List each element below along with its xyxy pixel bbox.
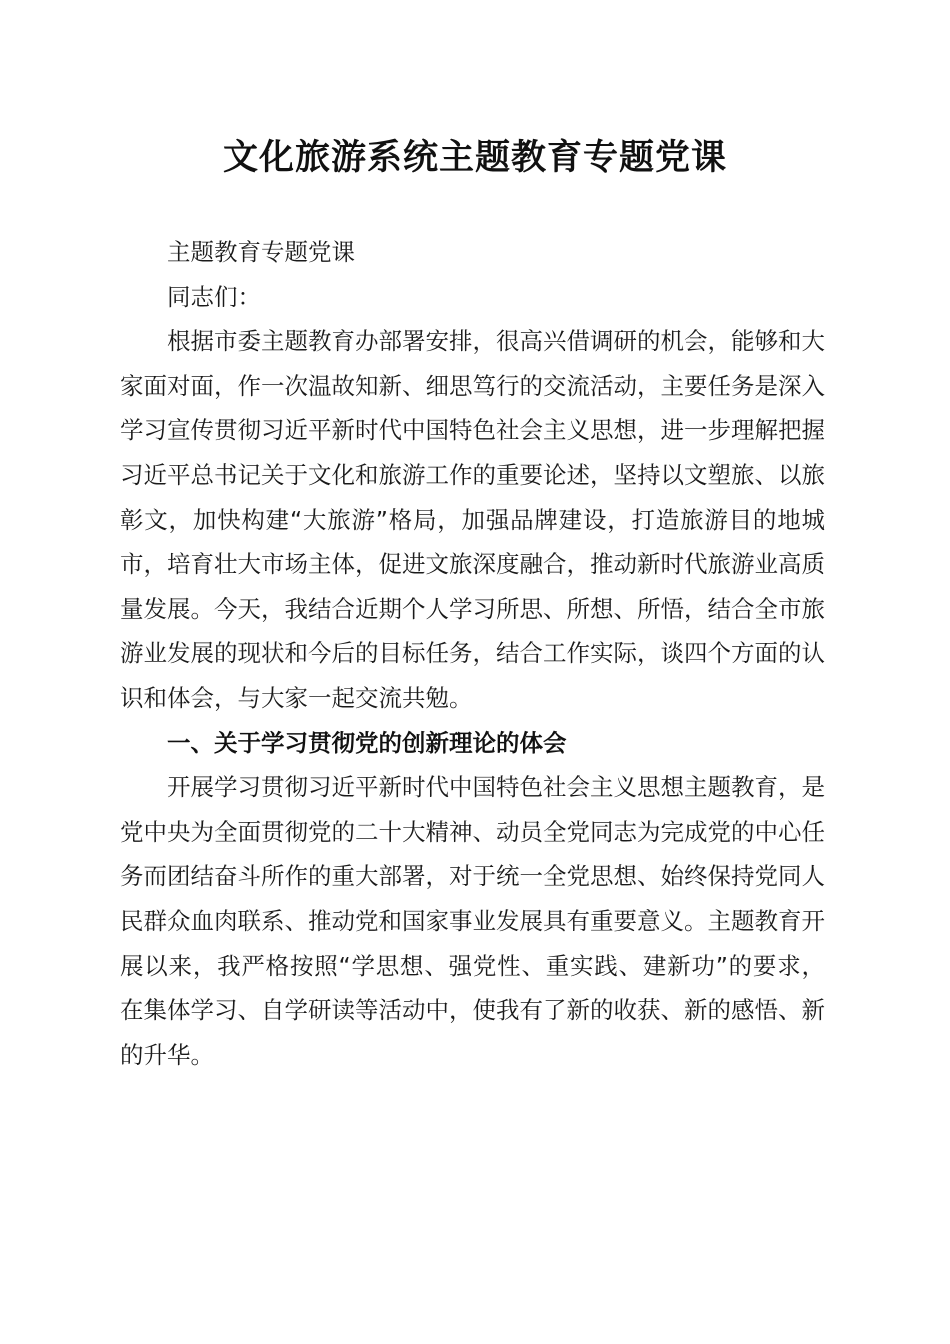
subtitle-line: 主题教育专题党课 — [167, 238, 355, 266]
paragraph-intro: 根据市委主题教育办部署安排，很高兴借调研的机会，能够和大家面对面，作一次温故知新、细思笃行的交流活动，主要任务是深入学习宣传贯彻习近平新时代中国特色社会主义思想，进一步理解把握习近平总书记关于文化和旅游工作的重要论述，坚持以文塑旅、以旅彰文，加快构建“大旅游”格局，加强品牌建设，打造旅游目的地城市，培育壮大市场主体，促进文旅深度融合，推动新时代旅游业高质量发展。今天，我结合近期个人学习所思、所想、所悟，结合全市旅游业发展的现状和今后的目标任务，结合工作实际，谈四个方面的认识和体会，与大家一起交流共勉。 — [120, 327, 825, 712]
document-title: 文化旅游系统主题教育专题党课 — [222, 137, 727, 178]
paragraph-section-1: 开展学习贯彻习近平新时代中国特色社会主义思想主题教育，是党中央为全面贯彻党的二十大精神、动员全党同志为完成党的中心任务而团结奋斗所作的重大部署，对于统一全党思想、始终保持党同人民群众血肉联系、推动党和国家事业发展具有重要意义。主题教育开展以来，我严格按照“学思想、强党性、重实践、建新功”的要求，在集体学习、自学研读等活动中，使我有了新的收获、新的感悟、新的升华。 — [120, 773, 825, 1069]
section-heading-1: 一、关于学习贯彻党的创新理论的体会 — [167, 728, 567, 757]
greeting-line: 同志们： — [167, 282, 261, 311]
document-body — [120, 230, 825, 1077]
